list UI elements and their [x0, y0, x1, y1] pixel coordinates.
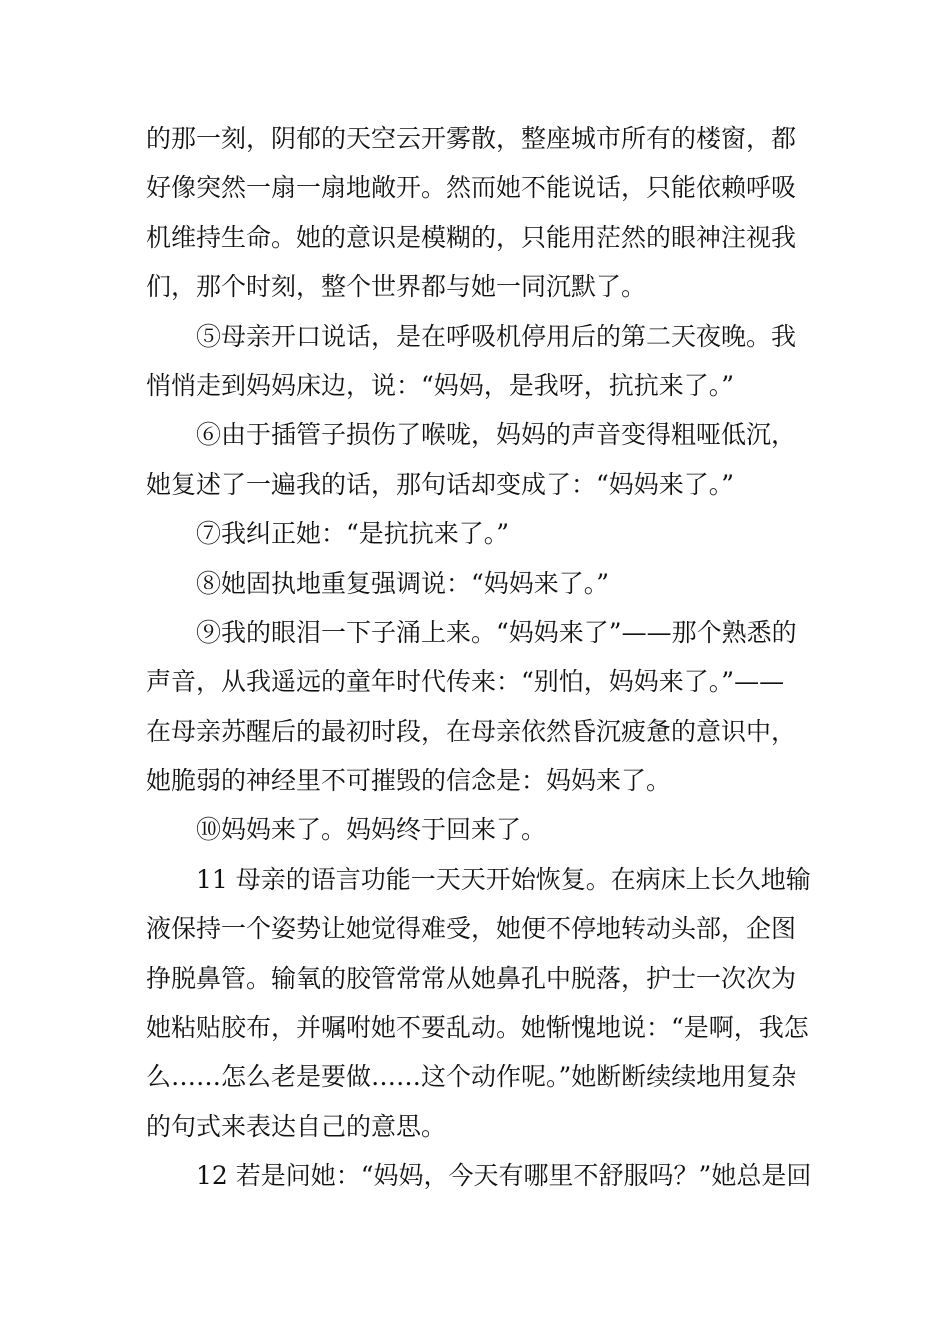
- paragraph-5-line: ⑤母亲开口说话，是在呼吸机停用后的第二天夜晚。我: [196, 321, 797, 351]
- text-line: 的那一刻，阴郁的天空云开雾散，整座城市所有的楼窗，都: [146, 124, 797, 153]
- text-line: 液保持一个姿势让她觉得难受，她便不停地转动头部，企图: [146, 914, 797, 944]
- text-line: 她复述了一遍我的话，那句话却变成了：“妈妈来了。”: [146, 469, 735, 499]
- text-line: 机维持生命。她的意识是模糊的，只能用茫然的眼神注视我: [146, 222, 797, 252]
- paragraph-12-line: 12 若是问她：“妈妈，今天有哪里不舒服吗？”她总是回: [196, 1161, 812, 1191]
- text-line: 好像突然一扇一扇地敞开。然而她不能说话，只能依赖呼吸: [146, 173, 797, 203]
- paragraph-9-line: ⑨我的眼泪一下子涌上来。“妈妈来了”——那个熟悉的: [196, 617, 797, 647]
- paragraph-6-line: ⑥由于插管子损伤了喉咙，妈妈的声音变得粗哑低沉，: [196, 420, 797, 450]
- text-line: 声音，从我遥远的童年时代传来：“别怕，妈妈来了。”——: [146, 667, 785, 697]
- paragraph-7-line: ⑦我纠正她：“是抗抗来了。”: [196, 519, 510, 549]
- paragraph-8-line: ⑧她固执地重复强调说：“妈妈来了。”: [196, 568, 610, 598]
- text-line: 她粘贴胶布，并嘱咐她不要乱动。她惭愧地说：“是啊，我怎: [146, 1013, 809, 1043]
- text-line: 在母亲苏醒后的最初时段，在母亲依然昏沉疲惫的意识中，: [146, 716, 797, 746]
- document-body: [146, 114, 810, 1201]
- paragraph-11-line: 11 母亲的语言功能一天天开始恢复。在病床上长久地输: [196, 864, 811, 894]
- text-line: 么……怎么老是要做……这个动作呢。”她断断续续地用复杂: [146, 1062, 797, 1092]
- paragraph-10-line: ⑩妈妈来了。妈妈终于回来了。: [196, 815, 547, 845]
- text-line: 她脆弱的神经里不可摧毁的信念是：妈妈来了。: [146, 766, 672, 796]
- text-line: 的句式来表达自己的意思。: [146, 1111, 447, 1141]
- text-line: 们，那个时刻，整个世界都与她一同沉默了。: [146, 272, 647, 302]
- text-line: 挣脱鼻管。输氧的胶管常常从她鼻孔中脱落，护士一次次为: [146, 963, 797, 993]
- text-line: 悄悄走到妈妈床边，说：“妈妈，是我呀，抗抗来了。”: [146, 370, 735, 400]
